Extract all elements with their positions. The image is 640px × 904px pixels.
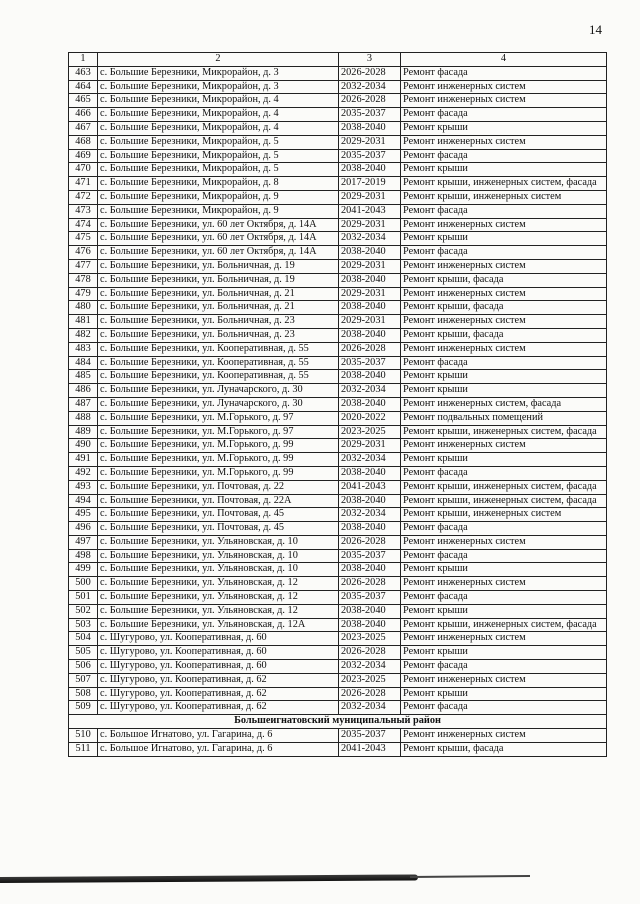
period-cell: 2026-2028 xyxy=(339,94,401,108)
work-type-cell: Ремонт крыши, инженерных систем, фасада xyxy=(401,494,607,508)
work-type-cell: Ремонт крыши xyxy=(401,384,607,398)
table-row xyxy=(69,687,607,701)
table-row xyxy=(69,577,607,591)
repair-schedule-table xyxy=(68,52,607,757)
row-number-cell: 502 xyxy=(69,604,98,618)
row-number-cell: 508 xyxy=(69,687,98,701)
address-cell: с. Шугурово, ул. Кооперативная, д. 62 xyxy=(98,701,339,715)
address-cell: с. Большие Березники, ул. Больничная, д. 23 xyxy=(98,328,339,342)
row-number-cell: 473 xyxy=(69,204,98,218)
address-cell: с. Большие Березники, Микрорайон, д. 5 xyxy=(98,149,339,163)
period-cell: 2026-2028 xyxy=(339,687,401,701)
table-row xyxy=(69,701,607,715)
table-row xyxy=(69,342,607,356)
table-row xyxy=(69,315,607,329)
period-cell: 2038-2040 xyxy=(339,563,401,577)
address-cell: с. Шугурово, ул. Кооперативная, д. 62 xyxy=(98,687,339,701)
row-number-cell: 484 xyxy=(69,356,98,370)
address-cell: с. Шугурово, ул. Кооперативная, д. 60 xyxy=(98,646,339,660)
table-row xyxy=(69,480,607,494)
row-number-cell: 504 xyxy=(69,632,98,646)
row-number-cell: 486 xyxy=(69,384,98,398)
work-type-cell: Ремонт фасада xyxy=(401,466,607,480)
period-cell: 2035-2037 xyxy=(339,591,401,605)
row-number-cell: 463 xyxy=(69,66,98,80)
work-type-cell: Ремонт фасада xyxy=(401,591,607,605)
address-cell: с. Большое Игнатово, ул. Гагарина, д. 6 xyxy=(98,729,339,743)
period-cell: 2035-2037 xyxy=(339,108,401,122)
table-row xyxy=(69,425,607,439)
page-number: 14 xyxy=(589,22,602,37)
address-cell: с. Большие Березники, ул. Почтовая, д. 45 xyxy=(98,522,339,536)
period-cell: 2038-2040 xyxy=(339,246,401,260)
table-row xyxy=(69,439,607,453)
period-cell: 2023-2025 xyxy=(339,632,401,646)
table-row xyxy=(69,328,607,342)
address-cell: с. Большие Березники, Микрорайон, д. 5 xyxy=(98,135,339,149)
period-cell: 2029-2031 xyxy=(339,315,401,329)
work-type-cell: Ремонт крыши, фасада xyxy=(401,742,607,756)
table-row xyxy=(69,80,607,94)
address-cell: с. Большие Березники, ул. Больничная, д. 19 xyxy=(98,273,339,287)
table-row xyxy=(69,287,607,301)
row-number-cell: 507 xyxy=(69,673,98,687)
period-cell: 2020-2022 xyxy=(339,411,401,425)
table-row xyxy=(69,729,607,743)
period-cell: 2029-2031 xyxy=(339,439,401,453)
row-number-cell: 467 xyxy=(69,121,98,135)
row-number-cell: 498 xyxy=(69,549,98,563)
address-cell: с. Большие Березники, Микрорайон, д. 4 xyxy=(98,108,339,122)
work-type-cell: Ремонт крыши, инженерных систем xyxy=(401,508,607,522)
period-cell: 2038-2040 xyxy=(339,604,401,618)
row-number-cell: 491 xyxy=(69,453,98,467)
work-type-cell: Ремонт подвальных помещений xyxy=(401,411,607,425)
row-number-cell: 494 xyxy=(69,494,98,508)
row-number-cell: 477 xyxy=(69,259,98,273)
work-type-cell: Ремонт инженерных систем xyxy=(401,94,607,108)
work-type-cell: Ремонт инженерных систем xyxy=(401,342,607,356)
address-cell: с. Большие Березники, ул. Почтовая, д. 22 xyxy=(98,480,339,494)
table-header-row xyxy=(69,53,607,67)
row-number-cell: 483 xyxy=(69,342,98,356)
work-type-cell: Ремонт фасада xyxy=(401,356,607,370)
header-cell-period: 3 xyxy=(339,53,401,67)
row-number-cell: 511 xyxy=(69,742,98,756)
work-type-cell: Ремонт крыши xyxy=(401,121,607,135)
period-cell: 2023-2025 xyxy=(339,673,401,687)
period-cell: 2038-2040 xyxy=(339,328,401,342)
row-number-cell: 489 xyxy=(69,425,98,439)
work-type-cell: Ремонт крыши xyxy=(401,604,607,618)
row-number-cell: 471 xyxy=(69,177,98,191)
table-row xyxy=(69,356,607,370)
work-type-cell: Ремонт фасада xyxy=(401,149,607,163)
work-type-cell: Ремонт крыши, инженерных систем, фасада xyxy=(401,480,607,494)
address-cell: с. Большие Березники, ул. Кооперативная, д. 55 xyxy=(98,370,339,384)
period-cell: 2029-2031 xyxy=(339,190,401,204)
work-type-cell: Ремонт инженерных систем xyxy=(401,80,607,94)
row-number-cell: 482 xyxy=(69,328,98,342)
section-title: Большеигнатовский муниципальный район xyxy=(69,715,607,729)
row-number-cell: 501 xyxy=(69,591,98,605)
address-cell: с. Большие Березники, Микрорайон, д. 9 xyxy=(98,204,339,218)
work-type-cell: Ремонт фасада xyxy=(401,701,607,715)
row-number-cell: 475 xyxy=(69,232,98,246)
table-row xyxy=(69,190,607,204)
period-cell: 2041-2043 xyxy=(339,742,401,756)
table-body xyxy=(69,66,607,756)
period-cell: 2026-2028 xyxy=(339,646,401,660)
work-type-cell: Ремонт крыши, инженерных систем xyxy=(401,190,607,204)
address-cell: с. Большие Березники, ул. Ульяновская, д. 10 xyxy=(98,549,339,563)
period-cell: 2023-2025 xyxy=(339,425,401,439)
work-type-cell: Ремонт инженерных систем xyxy=(401,259,607,273)
address-cell: с. Большие Березники, ул. Больничная, д. 19 xyxy=(98,259,339,273)
row-number-cell: 509 xyxy=(69,701,98,715)
table-row xyxy=(69,384,607,398)
address-cell: с. Большие Березники, ул. Ульяновская, д. 12А xyxy=(98,618,339,632)
row-number-cell: 488 xyxy=(69,411,98,425)
address-cell: с. Большое Игнатово, ул. Гагарина, д. 6 xyxy=(98,742,339,756)
table-row xyxy=(69,177,607,191)
address-cell: с. Большие Березники, ул. 60 лет Октября, д. 14А xyxy=(98,232,339,246)
row-number-cell: 480 xyxy=(69,301,98,315)
table-row xyxy=(69,204,607,218)
table-row xyxy=(69,494,607,508)
row-number-cell: 474 xyxy=(69,218,98,232)
address-cell: с. Шугурово, ул. Кооперативная, д. 60 xyxy=(98,660,339,674)
period-cell: 2032-2034 xyxy=(339,453,401,467)
work-type-cell: Ремонт инженерных систем xyxy=(401,218,607,232)
period-cell: 2032-2034 xyxy=(339,701,401,715)
row-number-cell: 465 xyxy=(69,94,98,108)
header-cell-number: 1 xyxy=(69,53,98,67)
period-cell: 2032-2034 xyxy=(339,80,401,94)
address-cell: с. Большие Березники, ул. М.Горького, д. 99 xyxy=(98,466,339,480)
period-cell: 2029-2031 xyxy=(339,259,401,273)
work-type-cell: Ремонт фасада xyxy=(401,522,607,536)
work-type-cell: Ремонт крыши, инженерных систем, фасада xyxy=(401,618,607,632)
period-cell: 2035-2037 xyxy=(339,356,401,370)
period-cell: 2026-2028 xyxy=(339,66,401,80)
row-number-cell: 490 xyxy=(69,439,98,453)
row-number-cell: 499 xyxy=(69,563,98,577)
work-type-cell: Ремонт фасада xyxy=(401,246,607,260)
address-cell: с. Большие Березники, Микрорайон, д. 5 xyxy=(98,163,339,177)
table-row xyxy=(69,135,607,149)
address-cell: с. Большие Березники, ул. М.Горького, д. 97 xyxy=(98,425,339,439)
address-cell: с. Большие Березники, ул. Больничная, д. 21 xyxy=(98,287,339,301)
period-cell: 2026-2028 xyxy=(339,577,401,591)
table-row xyxy=(69,163,607,177)
period-cell: 2029-2031 xyxy=(339,135,401,149)
work-type-cell: Ремонт крыши xyxy=(401,232,607,246)
address-cell: с. Большие Березники, ул. Ульяновская, д. 12 xyxy=(98,591,339,605)
row-number-cell: 500 xyxy=(69,577,98,591)
work-type-cell: Ремонт инженерных систем xyxy=(401,287,607,301)
row-number-cell: 479 xyxy=(69,287,98,301)
address-cell: с. Большие Березники, ул. Больничная, д. 21 xyxy=(98,301,339,315)
table-row xyxy=(69,646,607,660)
work-type-cell: Ремонт крыши, инженерных систем, фасада xyxy=(401,425,607,439)
row-number-cell: 495 xyxy=(69,508,98,522)
table-row xyxy=(69,108,607,122)
address-cell: с. Большие Березники, ул. М.Горького, д. 99 xyxy=(98,453,339,467)
work-type-cell: Ремонт инженерных систем xyxy=(401,315,607,329)
work-type-cell: Ремонт крыши, фасада xyxy=(401,328,607,342)
row-number-cell: 506 xyxy=(69,660,98,674)
work-type-cell: Ремонт крыши xyxy=(401,163,607,177)
table-row xyxy=(69,660,607,674)
work-type-cell: Ремонт инженерных систем xyxy=(401,535,607,549)
address-cell: с. Шугурово, ул. Кооперативная, д. 60 xyxy=(98,632,339,646)
row-number-cell: 476 xyxy=(69,246,98,260)
work-type-cell: Ремонт крыши xyxy=(401,646,607,660)
table-row xyxy=(69,149,607,163)
address-cell: с. Большие Березники, ул. М.Горького, д. 99 xyxy=(98,439,339,453)
table-row xyxy=(69,66,607,80)
address-cell: с. Большие Березники, Микрорайон, д. 4 xyxy=(98,121,339,135)
table-row xyxy=(69,453,607,467)
address-cell: с. Большие Березники, ул. Ульяновская, д. 10 xyxy=(98,535,339,549)
address-cell: с. Большие Березники, ул. Почтовая, д. 45 xyxy=(98,508,339,522)
row-number-cell: 478 xyxy=(69,273,98,287)
row-number-cell: 481 xyxy=(69,315,98,329)
work-type-cell: Ремонт инженерных систем xyxy=(401,729,607,743)
header-cell-address: 2 xyxy=(98,53,339,67)
table-row xyxy=(69,508,607,522)
row-number-cell: 487 xyxy=(69,397,98,411)
scan-edge-line-tail xyxy=(410,875,530,878)
period-cell: 2032-2034 xyxy=(339,660,401,674)
table-row xyxy=(69,370,607,384)
work-type-cell: Ремонт крыши xyxy=(401,687,607,701)
table-row xyxy=(69,246,607,260)
table-row xyxy=(69,466,607,480)
period-cell: 2035-2037 xyxy=(339,549,401,563)
address-cell: с. Большие Березники, ул. Ульяновская, д. 10 xyxy=(98,563,339,577)
address-cell: с. Большие Березники, Микрорайон, д. 8 xyxy=(98,177,339,191)
work-type-cell: Ремонт крыши, инженерных систем, фасада xyxy=(401,177,607,191)
row-number-cell: 493 xyxy=(69,480,98,494)
period-cell: 2017-2019 xyxy=(339,177,401,191)
table-row xyxy=(69,742,607,756)
work-type-cell: Ремонт инженерных систем xyxy=(401,577,607,591)
table-row xyxy=(69,232,607,246)
row-number-cell: 472 xyxy=(69,190,98,204)
address-cell: с. Большие Березники, ул. Луначарского, д. 30 xyxy=(98,384,339,398)
work-type-cell: Ремонт крыши xyxy=(401,370,607,384)
row-number-cell: 503 xyxy=(69,618,98,632)
address-cell: с. Большие Березники, ул. Больничная, д. 23 xyxy=(98,315,339,329)
period-cell: 2041-2043 xyxy=(339,480,401,494)
period-cell: 2038-2040 xyxy=(339,121,401,135)
scan-edge-line xyxy=(0,874,418,883)
period-cell: 2038-2040 xyxy=(339,370,401,384)
period-cell: 2038-2040 xyxy=(339,466,401,480)
period-cell: 2032-2034 xyxy=(339,232,401,246)
period-cell: 2038-2040 xyxy=(339,163,401,177)
row-number-cell: 470 xyxy=(69,163,98,177)
table-row xyxy=(69,218,607,232)
work-type-cell: Ремонт инженерных систем, фасада xyxy=(401,397,607,411)
work-type-cell: Ремонт инженерных систем xyxy=(401,439,607,453)
period-cell: 2032-2034 xyxy=(339,384,401,398)
table-row xyxy=(69,522,607,536)
address-cell: с. Большие Березники, ул. Ульяновская, д. 12 xyxy=(98,604,339,618)
table-row xyxy=(69,549,607,563)
row-number-cell: 496 xyxy=(69,522,98,536)
work-type-cell: Ремонт крыши xyxy=(401,563,607,577)
row-number-cell: 505 xyxy=(69,646,98,660)
work-type-cell: Ремонт крыши, фасада xyxy=(401,301,607,315)
address-cell: с. Большие Березники, ул. 60 лет Октября, д. 14А xyxy=(98,246,339,260)
row-number-cell: 468 xyxy=(69,135,98,149)
address-cell: с. Большие Березники, Микрорайон, д. 4 xyxy=(98,94,339,108)
address-cell: с. Большие Березники, ул. Почтовая, д. 22А xyxy=(98,494,339,508)
address-cell: с. Большие Березники, ул. М.Горького, д. 97 xyxy=(98,411,339,425)
period-cell: 2041-2043 xyxy=(339,204,401,218)
period-cell: 2029-2031 xyxy=(339,287,401,301)
period-cell: 2038-2040 xyxy=(339,522,401,536)
header-cell-work: 4 xyxy=(401,53,607,67)
period-cell: 2029-2031 xyxy=(339,218,401,232)
period-cell: 2035-2037 xyxy=(339,729,401,743)
address-cell: с. Большие Березники, Микрорайон, д. 3 xyxy=(98,80,339,94)
work-type-cell: Ремонт крыши xyxy=(401,453,607,467)
work-type-cell: Ремонт инженерных систем xyxy=(401,135,607,149)
table-row xyxy=(69,563,607,577)
period-cell: 2038-2040 xyxy=(339,618,401,632)
table-row xyxy=(69,604,607,618)
work-type-cell: Ремонт инженерных систем xyxy=(401,632,607,646)
table-row xyxy=(69,94,607,108)
period-cell: 2032-2034 xyxy=(339,508,401,522)
address-cell: с. Большие Березники, ул. Кооперативная, д. 55 xyxy=(98,356,339,370)
work-type-cell: Ремонт инженерных систем xyxy=(401,673,607,687)
table-row xyxy=(69,273,607,287)
table-row xyxy=(69,301,607,315)
table-row xyxy=(69,397,607,411)
table-row xyxy=(69,618,607,632)
table-row xyxy=(69,259,607,273)
address-cell: с. Большие Березники, Микрорайон, д. 3 xyxy=(98,66,339,80)
row-number-cell: 469 xyxy=(69,149,98,163)
row-number-cell: 485 xyxy=(69,370,98,384)
period-cell: 2035-2037 xyxy=(339,149,401,163)
work-type-cell: Ремонт фасада xyxy=(401,660,607,674)
address-cell: с. Большие Березники, ул. Ульяновская, д. 12 xyxy=(98,577,339,591)
work-type-cell: Ремонт фасада xyxy=(401,66,607,80)
row-number-cell: 510 xyxy=(69,729,98,743)
period-cell: 2026-2028 xyxy=(339,342,401,356)
row-number-cell: 464 xyxy=(69,80,98,94)
period-cell: 2038-2040 xyxy=(339,301,401,315)
address-cell: с. Большие Березники, ул. Кооперативная, д. 55 xyxy=(98,342,339,356)
period-cell: 2026-2028 xyxy=(339,535,401,549)
table-row xyxy=(69,535,607,549)
address-cell: с. Большие Березники, ул. 60 лет Октября, д. 14А xyxy=(98,218,339,232)
table-row xyxy=(69,673,607,687)
table-row xyxy=(69,632,607,646)
table-row xyxy=(69,121,607,135)
work-type-cell: Ремонт фасада xyxy=(401,108,607,122)
period-cell: 2038-2040 xyxy=(339,494,401,508)
table-row xyxy=(69,591,607,605)
row-number-cell: 497 xyxy=(69,535,98,549)
work-type-cell: Ремонт фасада xyxy=(401,204,607,218)
address-cell: с. Шугурово, ул. Кооперативная, д. 62 xyxy=(98,673,339,687)
address-cell: с. Большие Березники, Микрорайон, д. 9 xyxy=(98,190,339,204)
work-type-cell: Ремонт крыши, фасада xyxy=(401,273,607,287)
section-row xyxy=(69,715,607,729)
work-type-cell: Ремонт фасада xyxy=(401,549,607,563)
row-number-cell: 466 xyxy=(69,108,98,122)
table-row xyxy=(69,411,607,425)
period-cell: 2038-2040 xyxy=(339,273,401,287)
period-cell: 2038-2040 xyxy=(339,397,401,411)
address-cell: с. Большие Березники, ул. Луначарского, д. 30 xyxy=(98,397,339,411)
row-number-cell: 492 xyxy=(69,466,98,480)
